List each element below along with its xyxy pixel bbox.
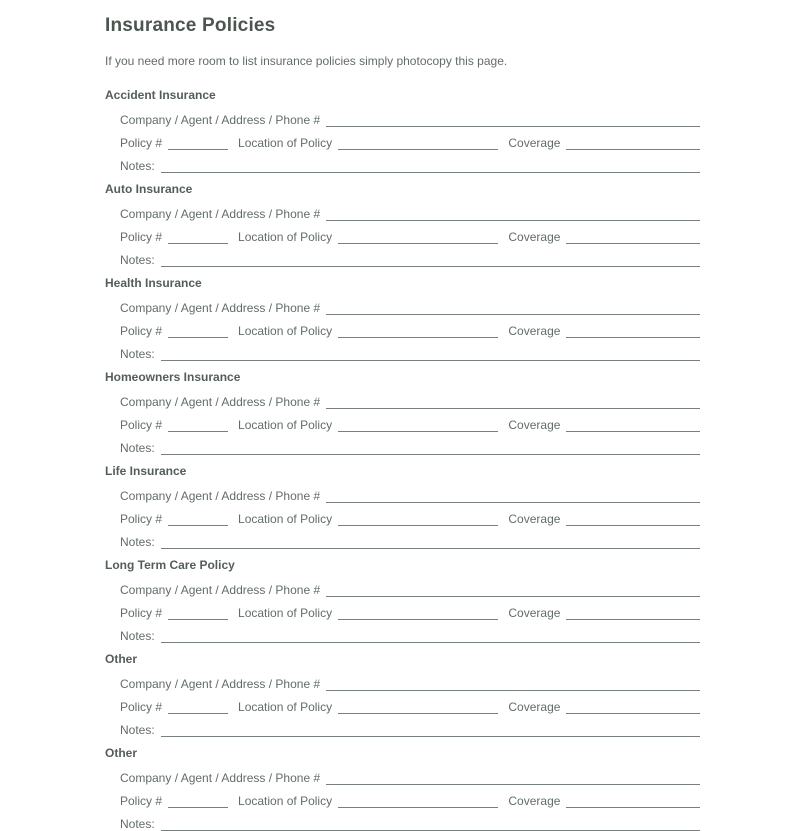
policy-number-field[interactable] (168, 606, 228, 620)
company-row (105, 762, 700, 785)
location-of-policy-field[interactable] (338, 606, 498, 620)
location-of-policy-field[interactable] (338, 700, 498, 714)
coverage-field[interactable] (566, 606, 700, 620)
insurance-section (105, 88, 700, 173)
insurance-section (105, 558, 700, 643)
coverage-field[interactable] (566, 230, 700, 244)
section-heading: Health Insurance (105, 276, 202, 290)
coverage-label: Coverage (508, 606, 561, 620)
photocopy-note: If you need more room to list insurance policies simply photocopy this page. (105, 54, 508, 68)
notes-label: Notes: (120, 629, 155, 643)
company-agent-address-phone-label: Company / Agent / Address / Phone # (120, 395, 321, 409)
policy-number-label: Policy # (120, 136, 163, 150)
company-row (105, 198, 700, 221)
company-agent-address-phone-label: Company / Agent / Address / Phone # (120, 677, 321, 691)
section-heading: Life Insurance (105, 464, 187, 478)
company-agent-address-phone-field[interactable] (326, 113, 700, 127)
policy-number-label: Policy # (120, 324, 163, 338)
company-agent-address-phone-field[interactable] (326, 301, 700, 315)
notes-row (105, 714, 700, 737)
policy-row (105, 691, 700, 714)
company-agent-address-phone-field[interactable] (326, 583, 700, 597)
notes-row (105, 526, 700, 549)
company-row (105, 668, 700, 691)
company-row (105, 574, 700, 597)
notes-row (105, 150, 700, 173)
location-of-policy-label: Location of Policy (238, 700, 333, 714)
section-heading: Auto Insurance (105, 182, 193, 196)
notes-row (105, 808, 700, 831)
location-of-policy-label: Location of Policy (238, 794, 333, 808)
company-agent-address-phone-label: Company / Agent / Address / Phone # (120, 583, 321, 597)
location-of-policy-label: Location of Policy (238, 230, 333, 244)
notes-field[interactable] (161, 535, 700, 549)
notes-row (105, 620, 700, 643)
location-of-policy-label: Location of Policy (238, 324, 333, 338)
notes-row (105, 432, 700, 455)
notes-field[interactable] (161, 441, 700, 455)
location-of-policy-field[interactable] (338, 136, 498, 150)
coverage-label: Coverage (508, 418, 561, 432)
notes-label: Notes: (120, 441, 155, 455)
insurance-section (105, 652, 700, 737)
policy-row (105, 315, 700, 338)
company-agent-address-phone-field[interactable] (326, 771, 700, 785)
location-of-policy-label: Location of Policy (238, 136, 333, 150)
location-of-policy-field[interactable] (338, 230, 498, 244)
company-row (105, 104, 700, 127)
page-title: Insurance Policies (105, 15, 276, 36)
coverage-field[interactable] (566, 512, 700, 526)
coverage-field[interactable] (566, 324, 700, 338)
notes-label: Notes: (120, 253, 155, 267)
notes-row (105, 338, 700, 361)
company-agent-address-phone-field[interactable] (326, 489, 700, 503)
policy-number-field[interactable] (168, 700, 228, 714)
company-agent-address-phone-field[interactable] (326, 677, 700, 691)
notes-field[interactable] (161, 629, 700, 643)
notes-field[interactable] (161, 159, 700, 173)
company-agent-address-phone-field[interactable] (326, 207, 700, 221)
notes-label: Notes: (120, 723, 155, 737)
notes-field[interactable] (161, 347, 700, 361)
policy-number-label: Policy # (120, 512, 163, 526)
insurance-section (105, 746, 700, 831)
company-row (105, 292, 700, 315)
company-agent-address-phone-label: Company / Agent / Address / Phone # (120, 113, 321, 127)
policy-row (105, 785, 700, 808)
policy-number-field[interactable] (168, 512, 228, 526)
policy-number-field[interactable] (168, 230, 228, 244)
coverage-field[interactable] (566, 794, 700, 808)
company-agent-address-phone-label: Company / Agent / Address / Phone # (120, 207, 321, 221)
section-heading: Homeowners Insurance (105, 370, 241, 384)
coverage-label: Coverage (508, 136, 561, 150)
policy-number-label: Policy # (120, 230, 163, 244)
location-of-policy-field[interactable] (338, 324, 498, 338)
company-agent-address-phone-label: Company / Agent / Address / Phone # (120, 301, 321, 315)
notes-field[interactable] (161, 723, 700, 737)
policy-number-label: Policy # (120, 794, 163, 808)
policy-row (105, 503, 700, 526)
insurance-section (105, 276, 700, 361)
coverage-label: Coverage (508, 324, 561, 338)
company-agent-address-phone-label: Company / Agent / Address / Phone # (120, 771, 321, 785)
policy-row (105, 127, 700, 150)
company-row (105, 386, 700, 409)
coverage-field[interactable] (566, 418, 700, 432)
location-of-policy-field[interactable] (338, 794, 498, 808)
coverage-label: Coverage (508, 230, 561, 244)
notes-label: Notes: (120, 347, 155, 361)
insurance-sections-list (105, 88, 700, 831)
policy-number-label: Policy # (120, 606, 163, 620)
policy-row (105, 409, 700, 432)
insurance-section (105, 464, 700, 549)
location-of-policy-label: Location of Policy (238, 512, 333, 526)
policy-number-field[interactable] (168, 136, 228, 150)
notes-label: Notes: (120, 817, 155, 831)
section-heading: Other (105, 652, 138, 666)
coverage-label: Coverage (508, 794, 561, 808)
notes-field[interactable] (161, 817, 700, 831)
coverage-field[interactable] (566, 136, 700, 150)
insurance-section (105, 370, 700, 455)
section-heading: Other (105, 746, 138, 760)
policy-number-field[interactable] (168, 794, 228, 808)
policy-number-field[interactable] (168, 418, 228, 432)
notes-row (105, 244, 700, 267)
notes-label: Notes: (120, 159, 155, 173)
policy-row (105, 221, 700, 244)
section-heading: Long Term Care Policy (105, 558, 235, 572)
policy-number-label: Policy # (120, 700, 163, 714)
coverage-label: Coverage (508, 700, 561, 714)
section-heading: Accident Insurance (105, 88, 216, 102)
policy-number-field[interactable] (168, 324, 228, 338)
location-of-policy-field[interactable] (338, 512, 498, 526)
notes-label: Notes: (120, 535, 155, 549)
location-of-policy-field[interactable] (338, 418, 498, 432)
coverage-field[interactable] (566, 700, 700, 714)
policy-row (105, 597, 700, 620)
coverage-label: Coverage (508, 512, 561, 526)
company-agent-address-phone-field[interactable] (326, 395, 700, 409)
company-row (105, 480, 700, 503)
location-of-policy-label: Location of Policy (238, 606, 333, 620)
notes-field[interactable] (161, 253, 700, 267)
location-of-policy-label: Location of Policy (238, 418, 333, 432)
policy-number-label: Policy # (120, 418, 163, 432)
company-agent-address-phone-label: Company / Agent / Address / Phone # (120, 489, 321, 503)
insurance-section (105, 182, 700, 267)
